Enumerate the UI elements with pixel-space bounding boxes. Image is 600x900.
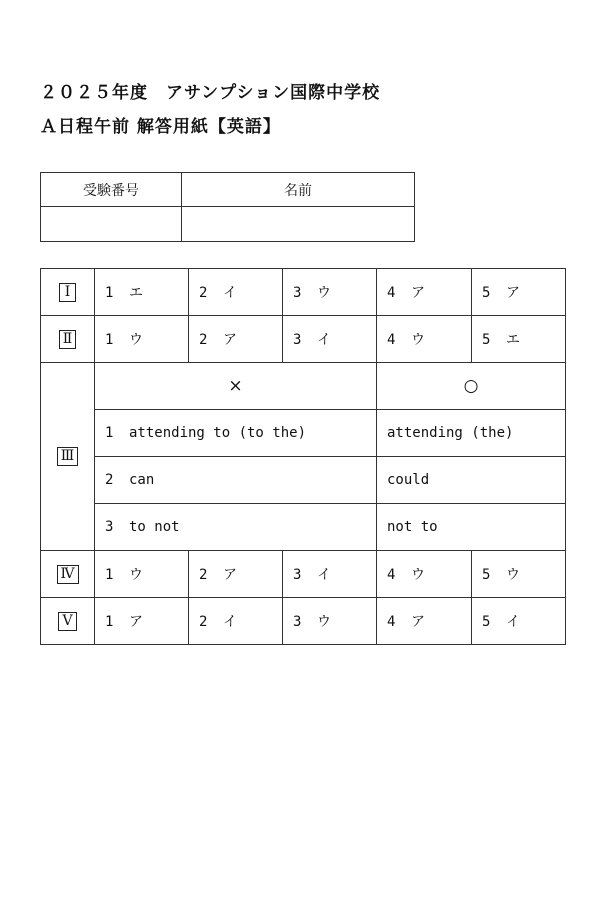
answer-cell: 4 ア <box>377 269 472 316</box>
right-mark: ○ <box>377 363 566 410</box>
correct-expression-cell: attending (the) <box>377 410 566 457</box>
exam-number-header: 受験番号 <box>41 173 182 207</box>
answer-cell: 2 ア <box>189 316 283 363</box>
answer-cell: 5 エ <box>472 316 566 363</box>
section-1-row <box>41 269 566 316</box>
section-3-row <box>41 457 566 504</box>
wrong-expression-cell: 1 attending to (to the) <box>95 410 377 457</box>
answer-cell: 4 ウ <box>377 316 472 363</box>
wrong-expression-cell: 3 to not <box>95 504 377 551</box>
section-4-row <box>41 551 566 598</box>
section-3-header-row <box>41 363 566 410</box>
answer-table <box>40 268 566 645</box>
answer-cell: 3 イ <box>283 316 377 363</box>
answer-cell: 5 イ <box>472 598 566 645</box>
wrong-mark: × <box>95 363 377 410</box>
document-subtitle: Ａ日程午前 解答用紙【英語】 <box>40 117 281 137</box>
correct-expression-cell: not to <box>377 504 566 551</box>
answer-cell: 2 イ <box>189 269 283 316</box>
section-3-row <box>41 410 566 457</box>
answer-cell: 1 ウ <box>95 551 189 598</box>
section-5-row <box>41 598 566 645</box>
name-field[interactable] <box>182 207 415 242</box>
section-3-label: Ⅲ <box>41 363 95 551</box>
correct-expression-cell: could <box>377 457 566 504</box>
document-title: ２０２５年度 アサンプション国際中学校 <box>40 83 381 103</box>
answer-cell: 1 ア <box>95 598 189 645</box>
section-2-row <box>41 316 566 363</box>
section-1-label: Ⅰ <box>41 269 95 316</box>
answer-cell: 2 イ <box>189 598 283 645</box>
answer-cell: 3 ウ <box>283 598 377 645</box>
answer-cell: 3 ウ <box>283 269 377 316</box>
answer-cell: 2 ア <box>189 551 283 598</box>
answer-cell: 3 イ <box>283 551 377 598</box>
name-header: 名前 <box>182 173 415 207</box>
wrong-expression-cell: 2 can <box>95 457 377 504</box>
examinee-info-table <box>40 172 415 242</box>
section-3-row <box>41 504 566 551</box>
section-5-label: Ⅴ <box>41 598 95 645</box>
answer-cell: 4 ア <box>377 598 472 645</box>
answer-cell: 1 ウ <box>95 316 189 363</box>
section-4-label: Ⅳ <box>41 551 95 598</box>
answer-cell: 5 ウ <box>472 551 566 598</box>
answer-cell: 1 エ <box>95 269 189 316</box>
exam-number-field[interactable] <box>41 207 182 242</box>
answer-cell: 4 ウ <box>377 551 472 598</box>
answer-cell: 5 ア <box>472 269 566 316</box>
section-2-label: Ⅱ <box>41 316 95 363</box>
